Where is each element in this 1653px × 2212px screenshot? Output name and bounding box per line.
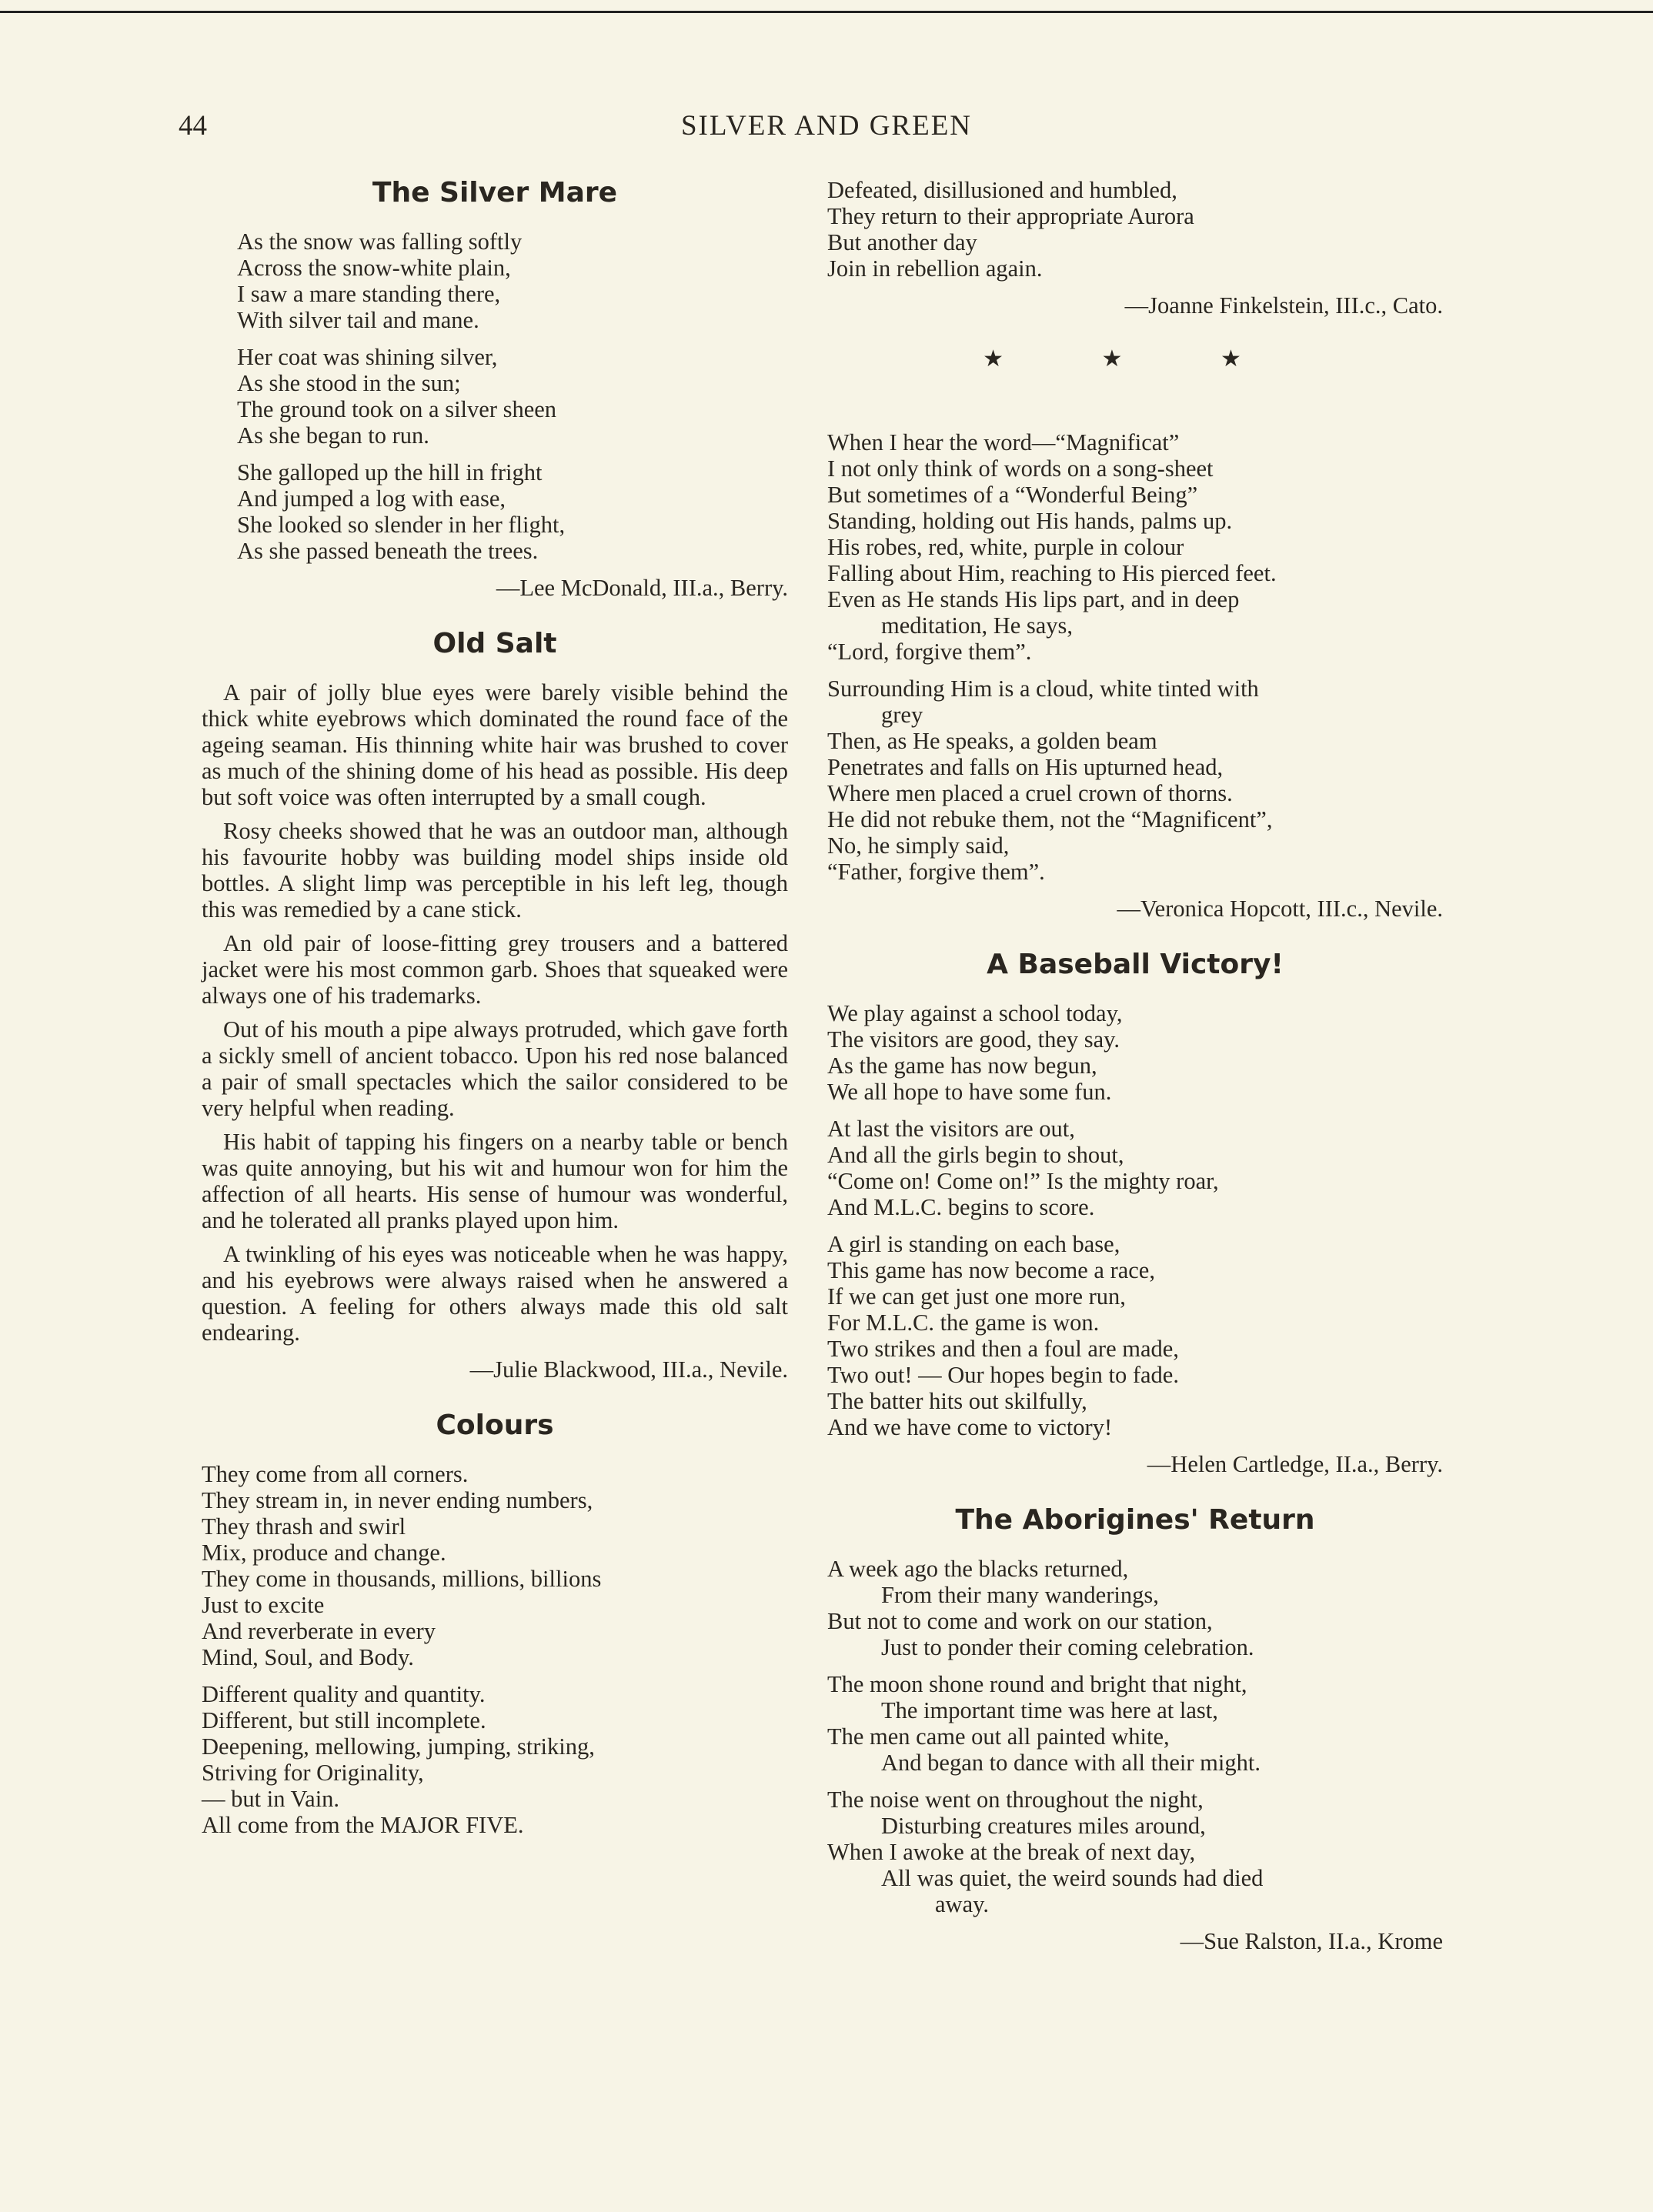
baseball-poem: [827, 949, 1443, 1478]
stanza: [827, 177, 1443, 282]
stanza: [202, 1461, 788, 1670]
stanza: [237, 344, 788, 449]
colours-stanzas: [202, 1461, 788, 1838]
poem-line: grey: [881, 702, 923, 728]
poem-line: We all hope to have some fun.: [827, 1079, 1112, 1105]
poem-line: Falling about Him, reaching to His pierced feet.: [827, 560, 1277, 586]
poem-line: Different, but still incomplete.: [202, 1707, 486, 1733]
poem-line: away.: [935, 1891, 989, 1917]
paragraph: His habit of tapping his fingers on a nearby table or bench was quite annoying, but his wit and humour won for him the affection of all hearts. His sense of humour was wonderful, and he tolerated all pranks played upon him.: [202, 1129, 788, 1233]
magnificat-stanzas: [827, 429, 1443, 885]
silver-mare-stanzas: [237, 229, 788, 564]
old-salt-title: Old Salt: [432, 628, 557, 659]
poem-line: She galloped up the hill in fright: [237, 459, 543, 485]
silver-mare-poem: [237, 177, 788, 564]
poem-line: When I awoke at the break of next day,: [827, 1839, 1196, 1865]
magnificat-poem: [827, 429, 1443, 923]
poem-line: The ground took on a silver sheen: [237, 396, 557, 422]
old-salt-paragraphs: [202, 679, 788, 1346]
poem-line: When I hear the word—“Magnificat”: [827, 429, 1180, 455]
poem-line: I saw a mare standing there,: [237, 281, 501, 307]
stanza: [827, 1116, 1443, 1220]
rebellion-lines: [827, 177, 1443, 282]
poem-line: The visitors are good, they say.: [827, 1026, 1120, 1053]
baseball-byline: —Helen Cartledge, II.a., Berry.: [1147, 1451, 1443, 1477]
stanza: [827, 1000, 1443, 1105]
stanza: [202, 1681, 788, 1838]
running-title: SILVER AND GREEN: [680, 110, 973, 142]
colours-title: Colours: [436, 1410, 554, 1441]
page-number: 44: [179, 110, 207, 142]
poem-line: The noise went on throughout the night,: [827, 1787, 1204, 1813]
poem-line: “Come on! Come on!” Is the mighty roar,: [827, 1168, 1219, 1194]
poem-line: As the snow was falling softly: [237, 229, 523, 255]
poem-line: With silver tail and mane.: [237, 307, 479, 333]
stanza: [827, 1671, 1443, 1776]
poem-line: This game has now become a race,: [827, 1257, 1155, 1283]
poem-line: All come from the MAJOR FIVE.: [202, 1812, 524, 1838]
magnificat-byline: —Veronica Hopcott, III.c., Nevile.: [1117, 896, 1443, 922]
poem-line: Two out! — Our hopes begin to fade.: [827, 1362, 1179, 1388]
poem-line: From their many wanderings,: [881, 1582, 1159, 1608]
stanza: [827, 1231, 1443, 1440]
poem-line: Deepening, mellowing, jumping, striking,: [202, 1733, 595, 1760]
poem-line: And began to dance with all their might.: [881, 1750, 1261, 1776]
poem-line: Disturbing creatures miles around,: [881, 1813, 1206, 1839]
poem-line: Then, as He speaks, a golden beam: [827, 728, 1157, 754]
poem-line: And we have come to victory!: [827, 1414, 1113, 1440]
aborigines-stanzas: [827, 1556, 1443, 1917]
poem-line: Her coat was shining silver,: [237, 344, 498, 370]
poem-line: “Father, forgive them”.: [827, 859, 1045, 885]
colours-poem: [202, 1410, 788, 1838]
poem-line: Where men placed a cruel crown of thorns.: [827, 780, 1233, 806]
baseball-title: A Baseball Victory!: [987, 949, 1284, 980]
poem-line: At last the visitors are out,: [827, 1116, 1075, 1142]
stanza: [827, 676, 1443, 885]
poem-line: Striving for Originality,: [202, 1760, 424, 1786]
poem-line: The moon shone round and bright that night,: [827, 1671, 1247, 1697]
poem-line: Even as He stands His lips part, and in deep: [827, 586, 1240, 612]
silver-mare-byline: —Lee McDonald, III.a., Berry.: [496, 575, 788, 601]
poem-line: But not to come and work on our station,: [827, 1608, 1213, 1634]
old-salt-essay: [202, 628, 788, 1383]
poem-line: All was quiet, the weird sounds had died: [881, 1865, 1264, 1891]
poem-line: Mind, Soul, and Body.: [202, 1644, 414, 1670]
poem-line: — but in Vain.: [202, 1786, 340, 1812]
aborigines-poem: [827, 1504, 1443, 1955]
stanza: [827, 1556, 1443, 1660]
poem-line: Penetrates and falls on His upturned head,: [827, 754, 1224, 780]
right-column: [827, 177, 1443, 1981]
poem-line: And jumped a log with ease,: [237, 485, 506, 512]
stanza: [237, 459, 788, 564]
poem-line: They stream in, in never ending numbers,: [202, 1487, 593, 1513]
poem-line: His robes, red, white, purple in colour: [827, 534, 1184, 560]
section-divider-stars: ★ ★ ★: [983, 346, 1287, 372]
poem-line: Across the snow-white plain,: [237, 255, 511, 281]
poem-line: He did not rebuke them, not the “Magnificent”,: [827, 806, 1273, 832]
poem-line: They return to their appropriate Aurora: [827, 203, 1194, 229]
poem-line: As she began to run.: [237, 422, 429, 449]
stanza: [827, 1787, 1443, 1917]
poem-line: The men came out all painted white,: [827, 1723, 1170, 1750]
old-salt-byline: —Julie Blackwood, III.a., Nevile.: [469, 1356, 788, 1383]
baseball-stanzas: [827, 1000, 1443, 1440]
aborigines-title: The Aborigines' Return: [955, 1504, 1315, 1536]
rebellion-byline: —Joanne Finkelstein, III.c., Cato.: [1124, 292, 1443, 319]
poem-line: I not only think of words on a song-sheet: [827, 455, 1214, 482]
poem-line: “Lord, forgive them”.: [827, 639, 1032, 665]
poem-line: We play against a school today,: [827, 1000, 1123, 1026]
poem-line: As she stood in the sun;: [237, 370, 461, 396]
poem-line: And M.L.C. begins to score.: [827, 1194, 1095, 1220]
poem-line: She looked so slender in her flight,: [237, 512, 566, 538]
aborigines-byline: —Sue Ralston, II.a., Krome: [1180, 1928, 1443, 1954]
poem-line: Standing, holding out His hands, palms up.: [827, 508, 1233, 534]
stanza: [827, 429, 1443, 665]
silver-mare-title: The Silver Mare: [372, 177, 618, 209]
poem-line: They thrash and swirl: [202, 1513, 406, 1540]
poem-line: For M.L.C. the game is won.: [827, 1310, 1100, 1336]
poem-line: They come in thousands, millions, billions: [202, 1566, 602, 1592]
left-column: [202, 177, 788, 1849]
paragraph: Out of his mouth a pipe always protruded, which gave forth a sickly smell of ancient tobacco. Upon his red nose balanced a pair of small spectacles which the sailor considered to be very helpful when reading.: [202, 1016, 788, 1121]
paragraph: A pair of jolly blue eyes were barely visible behind the thick white eyebrows which dominated the round face of the ageing seaman. His thinning white hair was brushed to cover as much of the shining dome of his head as possible. His deep but soft voice was often interrupted by a small cough.: [202, 679, 788, 810]
poem-line: But another day: [827, 229, 977, 255]
poem-line: Just to ponder their coming celebration.: [881, 1634, 1254, 1660]
poem-line: If we can get just one more run,: [827, 1283, 1126, 1310]
top-rule: [0, 11, 1653, 13]
poem-line: Mix, produce and change.: [202, 1540, 446, 1566]
poem-line: Surrounding Him is a cloud, white tinted with: [827, 676, 1259, 702]
poem-line: Just to excite: [202, 1592, 325, 1618]
poem-line: And all the girls begin to shout,: [827, 1142, 1124, 1168]
poem-line: meditation, He says,: [881, 612, 1074, 639]
poem-line: Join in rebellion again.: [827, 255, 1043, 282]
poem-line: Two strikes and then a foul are made,: [827, 1336, 1179, 1362]
poem-line: They come from all corners.: [202, 1461, 469, 1487]
poem-line: As the game has now begun,: [827, 1053, 1097, 1079]
poem-line: Defeated, disillusioned and humbled,: [827, 177, 1177, 203]
poem-line: A girl is standing on each base,: [827, 1231, 1120, 1257]
poem-line: Different quality and quantity.: [202, 1681, 486, 1707]
poem-line: The batter hits out skilfully,: [827, 1388, 1087, 1414]
paragraph: A twinkling of his eyes was noticeable when he was happy, and his eyebrows were always raised when he answered a question. A feeling for others always made this old salt endearing.: [202, 1241, 788, 1346]
paragraph: Rosy cheeks showed that he was an outdoor man, although his favourite hobby was building model ships inside old bottles. A slight limp was perceptible in his left leg, though this was remedied by a cane stick.: [202, 818, 788, 923]
poem-line: But sometimes of a “Wonderful Being”: [827, 482, 1198, 508]
rebellion-poem: [827, 177, 1443, 319]
poem-line: A week ago the blacks returned,: [827, 1556, 1129, 1582]
poem-line: And reverberate in every: [202, 1618, 436, 1644]
poem-line: The important time was here at last,: [881, 1697, 1218, 1723]
poem-line: No, he simply said,: [827, 832, 1010, 859]
paragraph: An old pair of loose-fitting grey trousers and a battered jacket were his most common garb. Shoes that squeaked were always one of his trademarks.: [202, 930, 788, 1009]
stanza: [237, 229, 788, 333]
poem-line: As she passed beneath the trees.: [237, 538, 539, 564]
